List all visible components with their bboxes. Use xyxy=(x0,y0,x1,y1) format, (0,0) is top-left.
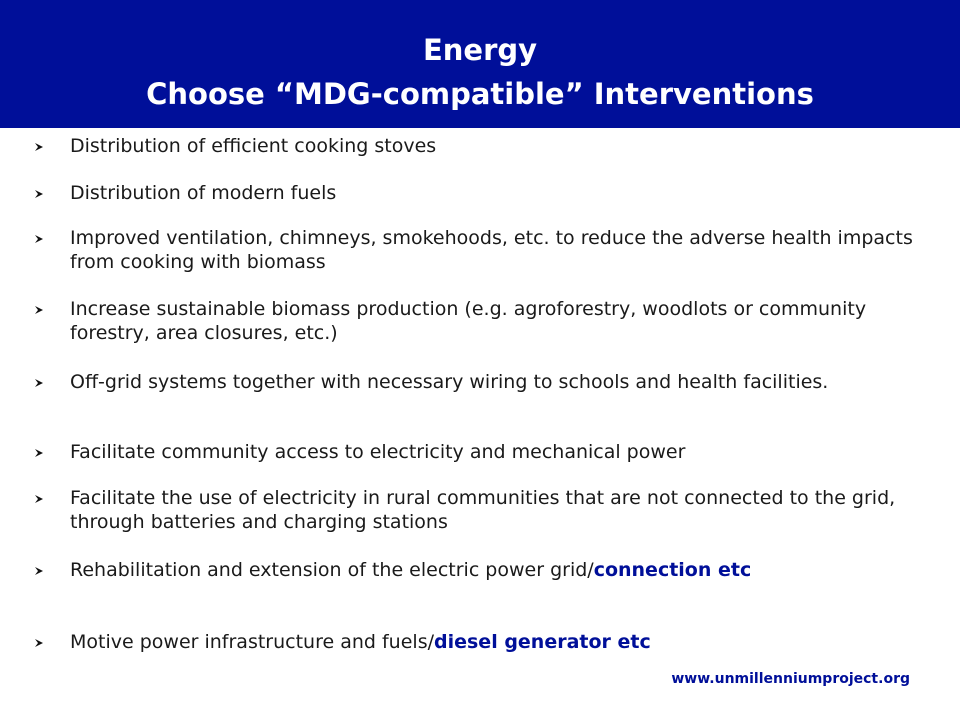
bullet-item xyxy=(70,370,930,394)
bullet-emphasis: connection etc xyxy=(593,559,752,581)
bullet-text: Rehabilitation and extension of the electric power grid/ xyxy=(70,559,594,581)
slide-title-line1: Energy xyxy=(422,33,538,67)
arrowhead-bullet-icon xyxy=(34,638,44,648)
arrowhead-bullet-icon xyxy=(34,494,44,504)
arrowhead-bullet-icon xyxy=(34,142,44,152)
arrowhead-bullet-icon xyxy=(34,305,44,315)
bullet-item xyxy=(70,181,930,205)
bullet-text: Facilitate the use of electricity in rural communities that are not connected to the grid, through batteries and charging stations xyxy=(70,487,896,533)
bullet-item xyxy=(70,630,930,654)
bullet-text: Motive power infrastructure and fuels/ xyxy=(70,631,434,653)
bullet-text: Increase sustainable biomass production (e.g. agroforestry, woodlots or community forestry, area closures, etc.) xyxy=(70,298,867,344)
arrowhead-bullet-icon xyxy=(34,566,44,576)
bullet-item xyxy=(70,297,930,345)
slide-title-line2: Choose “MDG-compatible” Interventions xyxy=(146,77,814,111)
bullet-text: Distribution of efficient cooking stoves xyxy=(70,135,437,157)
bullet-text: Off-grid systems together with necessary wiring to schools and health facilities. xyxy=(70,371,829,393)
arrowhead-bullet-icon xyxy=(34,234,44,244)
bullet-text: Improved ventilation, chimneys, smokehoods, etc. to reduce the adverse health impacts from cooking with biomass xyxy=(70,227,913,273)
bullet-item xyxy=(70,440,930,464)
bullet-text: Facilitate community access to electricity and mechanical power xyxy=(70,441,686,463)
bullet-text: Distribution of modern fuels xyxy=(70,182,337,204)
bullet-emphasis: diesel generator etc xyxy=(434,631,651,653)
footer-url: www.unmillenniumproject.org xyxy=(671,671,910,687)
bullet-item xyxy=(70,558,930,582)
bullet-item xyxy=(70,134,930,158)
arrowhead-bullet-icon xyxy=(34,189,44,199)
bullet-item xyxy=(70,226,930,274)
arrowhead-bullet-icon xyxy=(34,448,44,458)
bullet-item xyxy=(70,486,930,534)
arrowhead-bullet-icon xyxy=(34,378,44,388)
